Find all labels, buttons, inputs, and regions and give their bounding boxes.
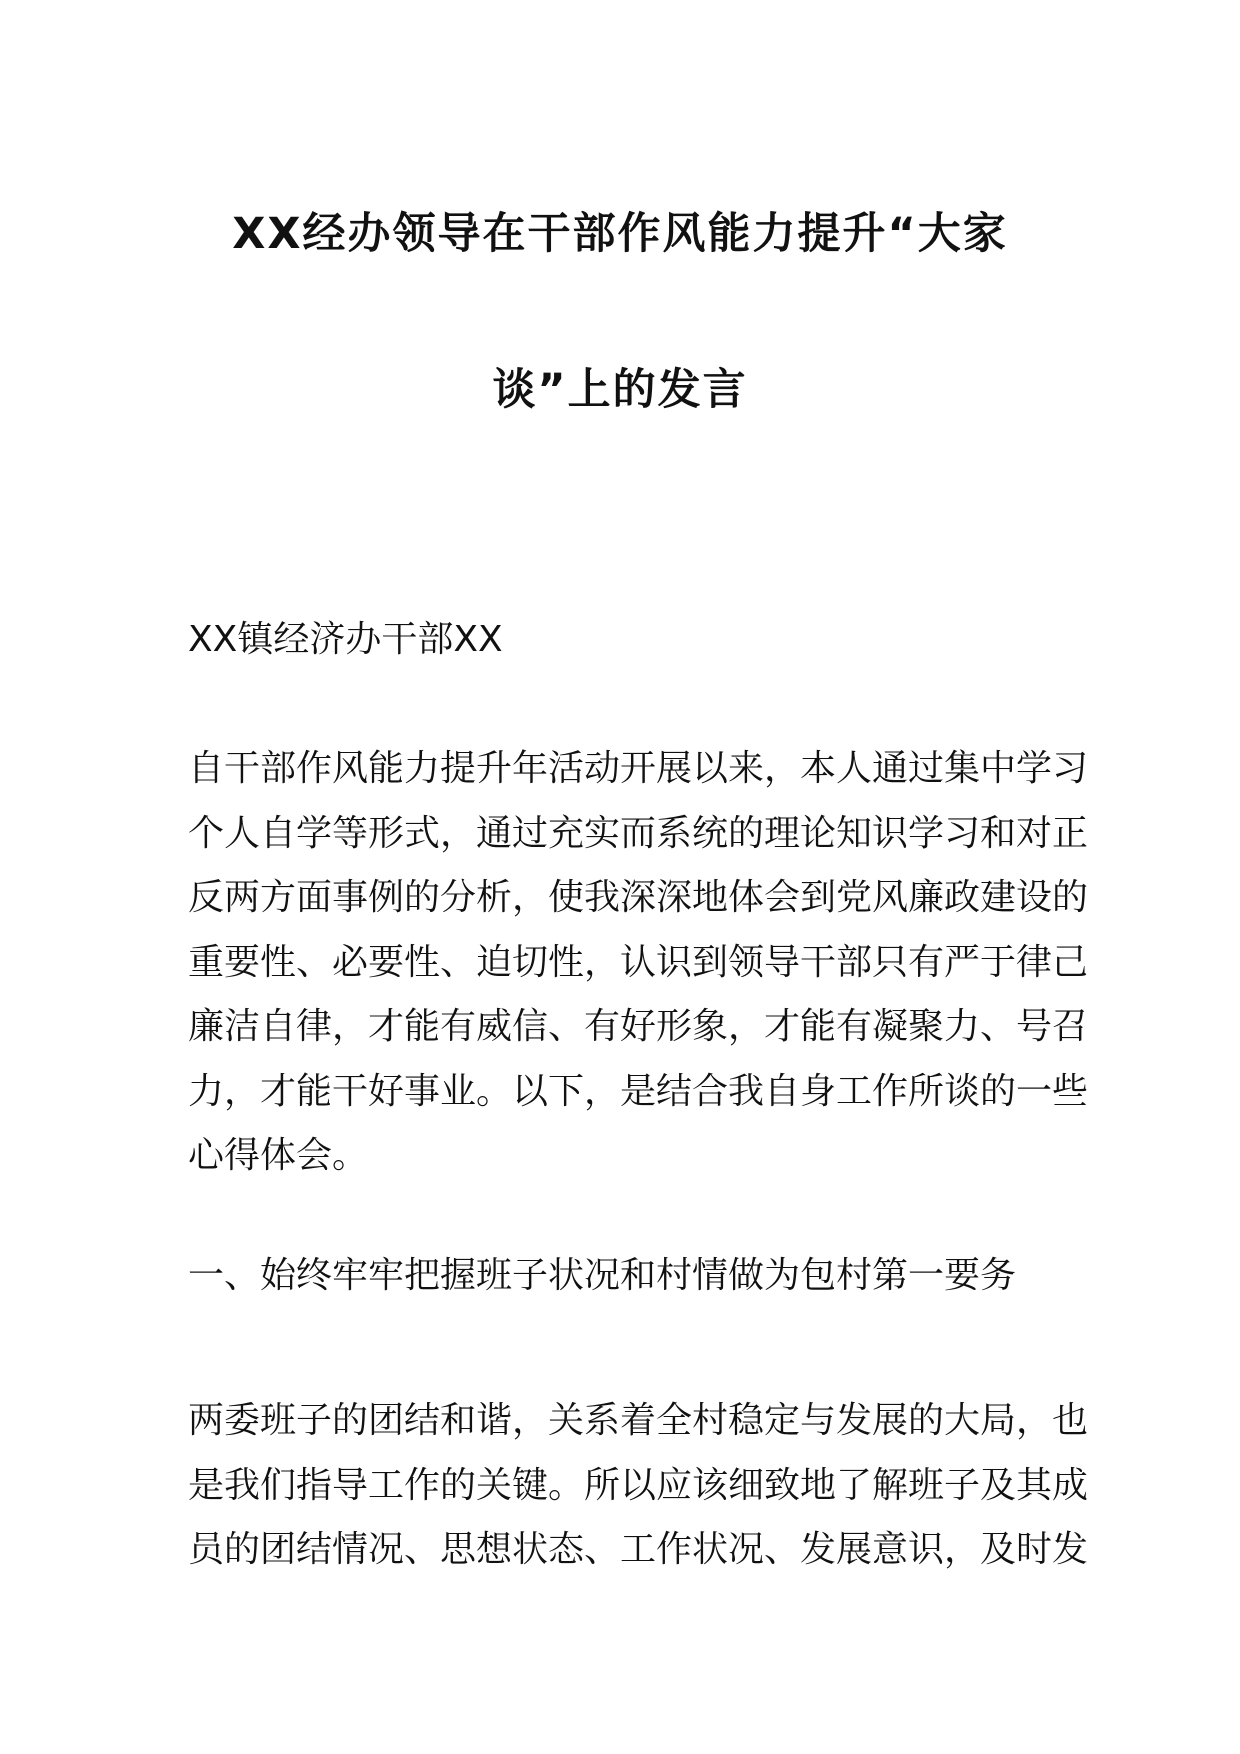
paragraph-line: 两委班子的团结和谐，关系着全村稳定与发展的大局，也 <box>188 1400 1089 1441</box>
section-heading: 一、始终牢牢把握班子状况和村情做为包村第一要务 <box>188 1255 1017 1296</box>
document-title-line-2: 谈”上的发言 <box>492 365 748 415</box>
paragraph-line: 自干部作风能力提升年活动开展以来，本人通过集中学习 <box>188 748 1089 789</box>
section1-paragraph <box>188 1389 1089 1583</box>
document-title-line-1: XX经办领导在干部作风能力提升“大家 <box>232 209 1008 259</box>
paragraph-line: 力，才能干好事业。以下，是结合我自身工作所谈的一些 <box>188 1070 1089 1112</box>
paragraph-line: 廉洁自律，才能有威信、有好形象，才能有凝聚力、号召 <box>188 1006 1089 1047</box>
paragraph-line: 员的团结情况、思想状态、工作状况、发展意识，及时发 <box>188 1529 1089 1570</box>
paragraph-line: 心得体会。 <box>188 1135 369 1176</box>
paragraph-line: 个人自学等形式，通过充实而系统的理论知识学习和对正 <box>188 812 1089 854</box>
author-line: XX镇经济办干部XX <box>188 619 503 660</box>
paragraph-line: 是我们指导工作的关键。所以应该细致地了解班子及其成 <box>188 1464 1089 1506</box>
intro-paragraph <box>188 737 1089 1189</box>
paragraph-line: 反两方面事例的分析，使我深深地体会到党风廉政建设的 <box>188 877 1089 918</box>
paragraph-line: 重要性、必要性、迫切性，认识到领导干部只有严于律己 <box>188 941 1089 983</box>
